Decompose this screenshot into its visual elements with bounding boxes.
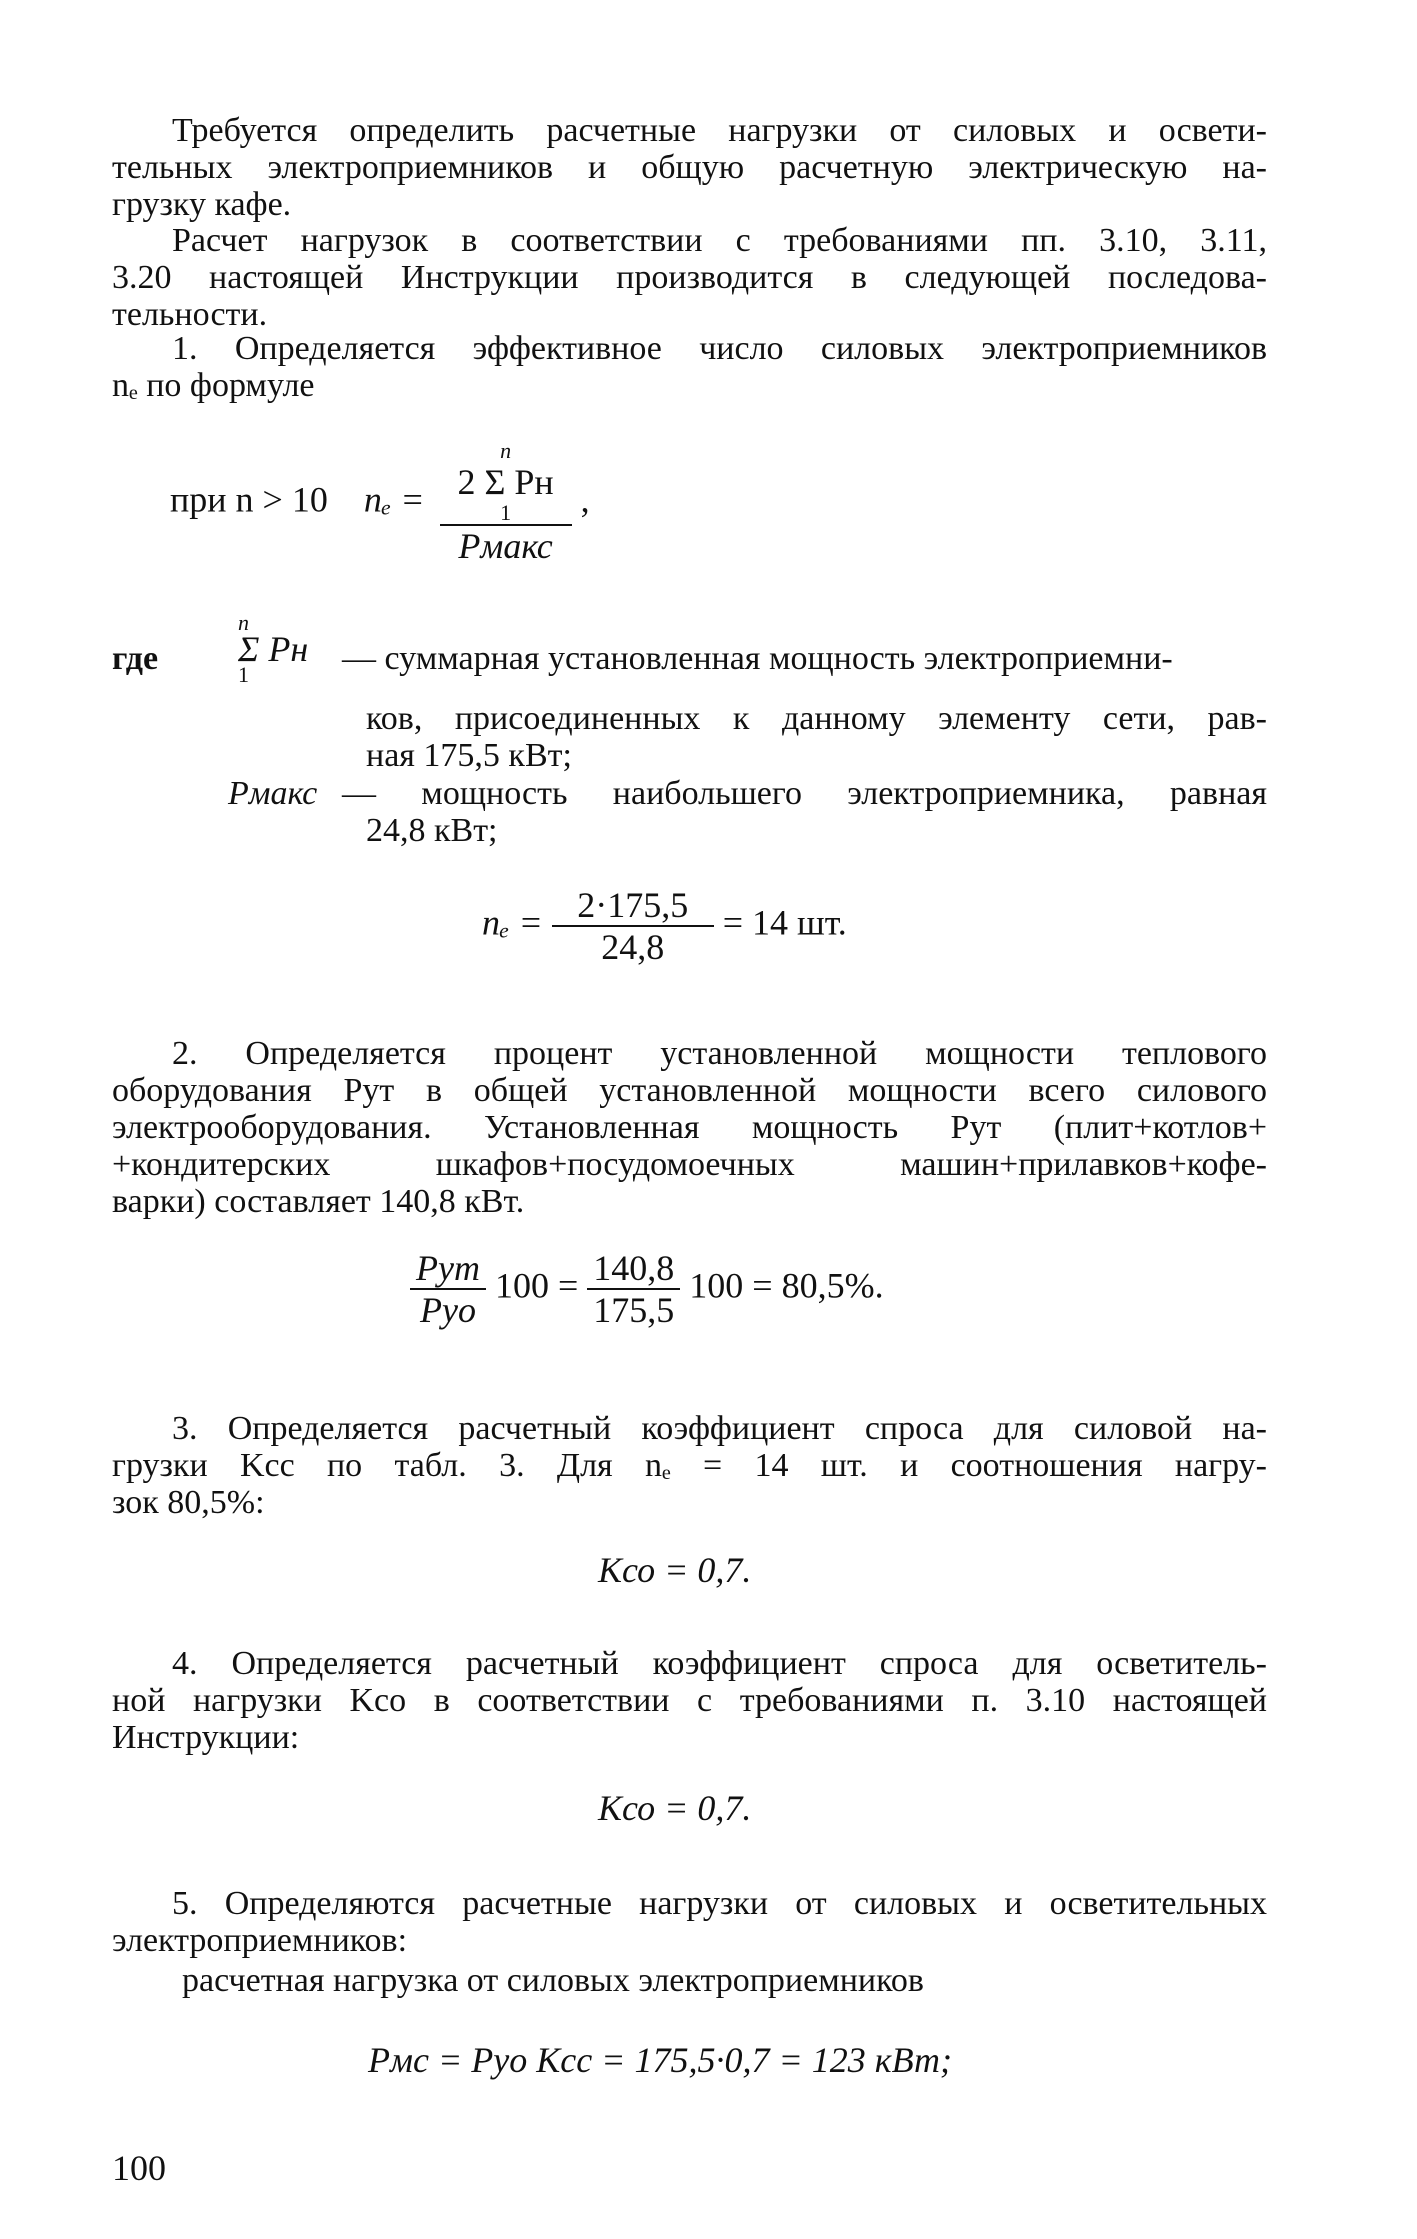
formula-effective-number [170, 440, 590, 566]
formula-lhs: nₑ = [482, 902, 543, 943]
text-line: 24,8 кВт; [366, 812, 498, 849]
formula-lhs: nₑ = [363, 479, 425, 520]
fraction-denominator: Pмакс [440, 524, 572, 566]
text-line: ков, присоединенных к данному элементу сети, рав- [366, 700, 1267, 737]
fraction [552, 885, 714, 967]
page-number: 100 [112, 2148, 166, 2188]
text-line: 4. Определяется расчетный коэффициент спроса для осветитель- [172, 1645, 1267, 1682]
sum-upper-limit: n [500, 438, 512, 463]
formula-percentage [410, 1248, 884, 1330]
formula-rhs: = 14 шт. [722, 902, 847, 943]
formula-condition: при n > 10 [170, 479, 328, 520]
text-line: Расчет нагрузок в соответствии с требованиями пп. 3.10, 3.11, [172, 222, 1267, 259]
text-line: электроприемников: [112, 1922, 408, 1959]
sum-expression: Σ Pн [238, 629, 309, 669]
symbol-pmax: Pмакс [228, 775, 318, 812]
fraction-numerator: 2 Σ Pн [457, 462, 554, 502]
sum-lower-limit: 1 [500, 500, 512, 525]
formula-rhs: 100 = 80,5%. [689, 1265, 884, 1306]
text-line: варки) составляет 140,8 кВт. [112, 1183, 525, 1220]
formula-effective-number-calc [482, 885, 847, 967]
fraction [440, 440, 572, 566]
text-line: тельных электроприемников и общую расчетную электрическую на- [112, 149, 1267, 186]
text-line: — мощность наибольшего электроприемника, равная [342, 775, 1267, 812]
text-line: nₑ по формуле [112, 367, 315, 404]
step-1-text [112, 330, 1267, 404]
definition-sum [342, 640, 1267, 677]
sum-lower-limit: 1 [238, 662, 249, 687]
formula-middle: 100 = [494, 1265, 579, 1306]
text-line: ной нагрузки Kсо в соответствии с требованиями п. 3.10 настоящей [112, 1682, 1267, 1719]
fraction-numerator: 2·175,5 [577, 885, 689, 925]
step-5-text [112, 1885, 1267, 1959]
text-line: 1. Определяется эффективное число силовых электроприемников [172, 330, 1267, 367]
fraction [587, 1248, 680, 1330]
formula-demand-coefficient-power: Kсо = 0,7. [598, 1550, 752, 1590]
text-line: электрооборудования. Установленная мощность Pут (плит+котлов+ [112, 1109, 1267, 1146]
text-line: 3. Определяется расчетный коэффициент спроса для силовой на- [172, 1410, 1267, 1447]
text-line: 3.20 настоящей Инструкции производится в следующей последова- [112, 259, 1267, 296]
step-3-text [112, 1410, 1267, 1521]
step-2-text [112, 1035, 1267, 1220]
text-line: 5. Определяются расчетные нагрузки от силовых и осветительных [172, 1885, 1267, 1922]
text-line: грузки Kсс по табл. 3. Для nₑ = 14 шт. и соотношения нагру- [112, 1447, 1267, 1484]
sum-upper-limit: n [238, 610, 249, 635]
formula-demand-coefficient-lighting: Kсо = 0,7. [598, 1788, 752, 1828]
formula-power-load: Pмс = Pуо Kсс = 175,5·0,7 = 123 кВт; [368, 2040, 953, 2080]
formula-end: , [580, 479, 590, 520]
fraction-numerator: 140,8 [593, 1248, 675, 1288]
step-5-subtitle: расчетная нагрузка от силовых электроприемников [182, 1962, 924, 1999]
paragraph-intro [112, 112, 1267, 223]
text-line: зок 80,5%: [112, 1484, 265, 1521]
fraction-numerator: Pут [416, 1248, 480, 1288]
paragraph-method [112, 222, 1267, 333]
text-line: — суммарная установленная мощность электроприемни- [342, 640, 1173, 677]
text-line: Инструкции: [112, 1719, 300, 1756]
definition-sum-cont [366, 700, 1267, 774]
text-line: 2. Определяется процент установленной мощности теплового [172, 1035, 1267, 1072]
fraction-denominator: Pуо [410, 1288, 486, 1330]
text-line: +кондитерских шкафов+посудомоечных машин+прилавков+кофе- [112, 1146, 1267, 1183]
step-4-text [112, 1645, 1267, 1756]
text-line: Требуется определить расчетные нагрузки от силовых и освети- [172, 112, 1267, 149]
fraction-denominator: 175,5 [587, 1288, 680, 1330]
fraction-denominator: 24,8 [552, 925, 714, 967]
fraction [410, 1248, 486, 1330]
text-line: тельности. [112, 296, 268, 333]
text-line: оборудования Pут в общей установленной мощности всего силового [112, 1072, 1267, 1109]
text-line: грузку кафе. [112, 186, 292, 223]
sum-symbol [238, 612, 308, 686]
where-word: где [112, 640, 159, 677]
definition-pmax [342, 775, 1267, 849]
text-line: ная 175,5 кВт; [366, 737, 572, 774]
